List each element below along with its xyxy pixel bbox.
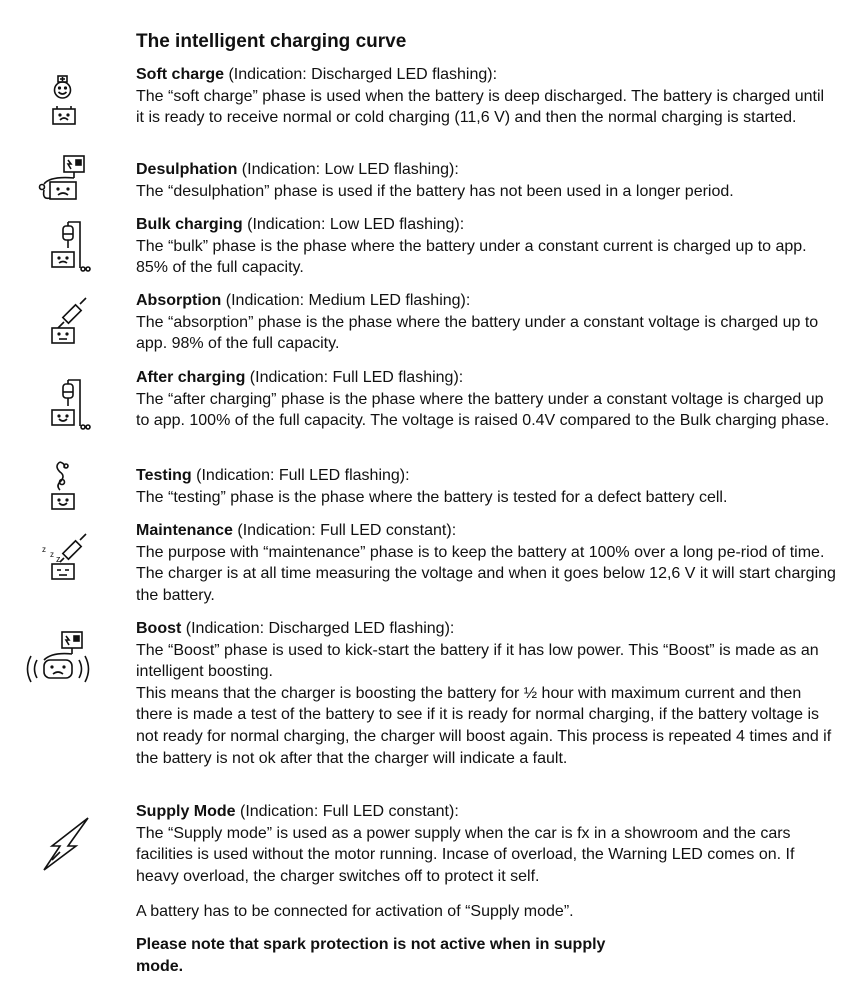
section-title: After charging: [136, 369, 246, 386]
svg-text:z: z: [42, 545, 46, 554]
bulk-charging-icon: [30, 218, 94, 274]
svg-text:z: z: [50, 550, 54, 559]
section-title: Desulphation: [136, 161, 238, 178]
section-indication: (Indication: Low LED flashing):: [237, 161, 459, 178]
section-indication: (Indication: Full LED constant):: [232, 522, 457, 539]
section-indication: (Indication: Full LED constant):: [235, 803, 459, 820]
section-testing: [136, 465, 836, 508]
testing-icon: [30, 460, 94, 514]
section-indication: (Indication: Medium LED flashing):: [221, 292, 471, 309]
section-indication: (Indication: Discharged LED flashing):: [224, 66, 498, 83]
spark-protection-warning: Please note that spark protection is not active when in supply mode.: [136, 936, 606, 975]
section-title: Maintenance: [136, 522, 233, 539]
absorption-icon: [30, 296, 94, 348]
supply-mode-icon: [38, 816, 102, 872]
section-absorption: [136, 290, 836, 355]
boost-icon: [22, 628, 94, 694]
section-soft-charge: [136, 64, 836, 129]
section-body: The “testing” phase is the phase where the battery is tested for a defect battery cell.: [136, 488, 728, 506]
section-bulk-charging: [136, 214, 836, 279]
section-body: The “soft charge” phase is used when the battery is deep discharged. The battery is charged until it is ready to receive normal or cold charging (11,6 V) and then the normal charging is started.: [136, 87, 825, 127]
section-body: The “desulphation” phase is used if the battery has not been used in a longer period.: [136, 182, 734, 200]
section-body-continued: This means that the charger is boosting the battery for ½ hour with maximum current and then there is made a test of the battery to see if it is ready for normal charging, if the battery voltage is not ready for normal charging, the charger will boost again. This process is repeated 4 times and if the battery is not ok after that the charger will indicate a fault.: [136, 684, 832, 767]
page-title: The intelligent charging curve: [136, 31, 407, 52]
section-supply-mode: [136, 801, 836, 887]
section-after-charging: [136, 367, 836, 432]
desulphation-icon: [30, 154, 94, 210]
section-title: Soft charge: [136, 66, 225, 83]
maintenance-icon: [30, 530, 94, 584]
section-indication: (Indication: Full LED flashing):: [191, 467, 410, 484]
svg-text:z: z: [56, 554, 61, 564]
section-indication: (Indication: Low LED flashing):: [242, 216, 465, 233]
section-title: Testing: [136, 467, 192, 484]
section-title: Absorption: [136, 292, 222, 309]
section-body: The “bulk” phase is the phase where the battery under a constant current is charged up to app. 85% of the full capacity.: [136, 237, 807, 277]
section-title: Supply Mode: [136, 803, 236, 820]
section-title: Boost: [136, 620, 182, 637]
section-indication: (Indication: Discharged LED flashing):: [181, 620, 455, 637]
supply-mode-note: A battery has to be connected for activation of “Supply mode”.: [136, 903, 574, 920]
section-desulphation: [136, 159, 836, 202]
section-indication: (Indication: Full LED flashing):: [245, 369, 464, 386]
section-maintenance: [136, 520, 836, 606]
section-title: Bulk charging: [136, 216, 243, 233]
section-body: The “absorption” phase is the phase where the battery under a constant voltage is charged up to app. 98% of the full capacity.: [136, 313, 819, 353]
section-body: The purpose with “maintenance” phase is to keep the battery at 100% over a long pe-riod of time. The charger is at all time measuring the voltage and when it goes below 12,6 V it will start charging the battery.: [136, 543, 836, 604]
section-boost: [136, 618, 836, 769]
section-body: The “Supply mode” is used as a power supply when the car is fx in a showroom and the cars facilities is used without the motor running. Incase of overload, the Warning LED comes on. If heavy overload, the charger switches off to protect it self.: [136, 824, 795, 885]
after-charging-icon: [30, 376, 94, 432]
section-body: The “Boost” phase is used to kick-start the battery if it has low power. This “Boost” is made as an intelligent boosting.: [136, 641, 819, 681]
section-body: The “after charging” phase is the phase where the battery under a constant voltage is charged up to app. 100% of the full capacity. The voltage is raised 0.4V compared to the Bulk charging phase.: [136, 390, 830, 430]
soft-charge-icon: [30, 74, 94, 128]
